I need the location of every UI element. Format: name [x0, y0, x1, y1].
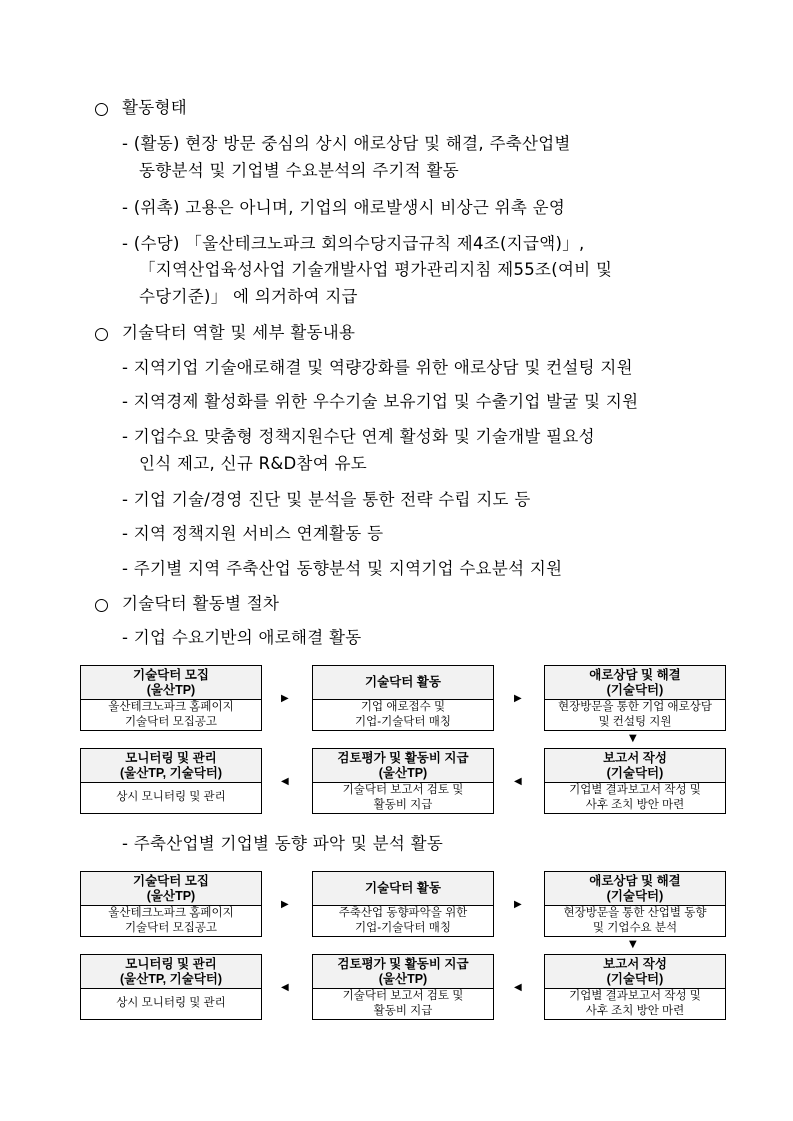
arrow-left-icon: ◀: [514, 982, 522, 993]
role-line: 인식 제고, 신규 R&D참여 유도: [139, 454, 368, 473]
flow-box-recruit: 기술닥터 모집 (울산TP) 울산테크노파크 홈페이지 기술닥터 모집공고: [80, 871, 262, 937]
flow-box-monitoring: 모니터링 및 관리 (울산TP, 기술닥터) 상시 모니터링 및 관리: [80, 954, 262, 1020]
bullet-circle-icon: [95, 599, 108, 612]
activity-line: - (활동) 현장 방문 중심의 상시 애로상담 및 해결, 주축산업별: [122, 134, 571, 153]
bullet-circle-icon: [95, 103, 108, 116]
arrow-right-icon: ▶: [514, 693, 522, 704]
flow-box-monitoring: 모니터링 및 관리 (울산TP, 기술닥터) 상시 모니터링 및 관리: [80, 748, 262, 814]
flow-box-consulting: 애로상담 및 해결 (기술닥터) 현장방문을 통한 산업별 동향 및 기업수요 분석: [544, 871, 726, 937]
role-line: - 기업수요 맞춤형 정책지원수단 연계 활성화 및 기술개발 필요성: [122, 427, 595, 446]
activity-line: 「지역산업육성사업 기술개발사업 평가관리지침 제55조(여비 및: [139, 260, 613, 279]
activity-line: 수당기준)」 에 의거하여 지급: [139, 287, 358, 306]
procedure-subheading: - 주축산업별 기업별 동향 파악 및 분석 활동: [122, 834, 444, 853]
arrow-down-icon: ▼: [629, 939, 637, 950]
flow-box-report: 보고서 작성 (기술닥터) 기업별 결과보고서 작성 및 사후 조치 방안 마련: [544, 954, 726, 1020]
flow-box-activity: 기술닥터 활동 기업 애로접수 및 기업-기술닥터 매칭: [312, 665, 494, 731]
arrow-left-icon: ◀: [281, 982, 289, 993]
procedure-subheading: - 기업 수요기반의 애로해결 활동: [122, 628, 362, 647]
flow-box-report: 보고서 작성 (기술닥터) 기업별 결과보고서 작성 및 사후 조치 방안 마련: [544, 748, 726, 814]
role-line: - 지역 정책지원 서비스 연계활동 등: [122, 524, 384, 543]
arrow-right-icon: ▶: [281, 899, 289, 910]
arrow-left-icon: ◀: [281, 776, 289, 787]
role-line: - 지역경제 활성화를 위한 우수기술 보유기업 및 수출기업 발굴 및 지원: [122, 392, 639, 411]
arrow-right-icon: ▶: [514, 899, 522, 910]
flow-box-recruit: 기술닥터 모집 (울산TP) 울산테크노파크 홈페이지 기술닥터 모집공고: [80, 665, 262, 731]
arrow-left-icon: ◀: [514, 776, 522, 787]
role-line: - 기업 기술/경영 진단 및 분석을 통한 전략 수립 지도 등: [122, 490, 531, 509]
role-line: - 지역기업 기술애로해결 및 역량강화를 위한 애로상담 및 컨설팅 지원: [122, 358, 633, 377]
flow-box-review-payment: 검토평가 및 활동비 지급 (울산TP) 기술닥터 보고서 검토 및 활동비 지급: [312, 954, 494, 1020]
section-heading-activity-form: 활동형태: [122, 98, 187, 117]
section-heading-procedure: 기술닥터 활동별 절차: [122, 594, 280, 613]
bullet-circle-icon: [95, 328, 108, 341]
activity-line: - (수당) 「울산테크노파크 회의수당지급규칙 제4조(지급액)」,: [122, 234, 585, 253]
flow-box-activity: 기술닥터 활동 주축산업 동향파악을 위한 기업-기술닥터 매칭: [312, 871, 494, 937]
section-heading-roles: 기술닥터 역할 및 세부 활동내용: [122, 323, 356, 342]
flow-box-review-payment: 검토평가 및 활동비 지급 (울산TP) 기술닥터 보고서 검토 및 활동비 지급: [312, 748, 494, 814]
arrow-right-icon: ▶: [281, 693, 289, 704]
arrow-down-icon: ▼: [629, 733, 637, 744]
flow-box-consulting: 애로상담 및 해결 (기술닥터) 현장방문을 통한 기업 애로상담 및 컨설팅 지원: [544, 665, 726, 731]
activity-line: - (위촉) 고용은 아니며, 기업의 애로발생시 비상근 위촉 운영: [122, 198, 566, 217]
activity-line: 동향분석 및 기업별 수요분석의 주기적 활동: [139, 161, 460, 180]
role-line: - 주기별 지역 주축산업 동향분석 및 지역기업 수요분석 지원: [122, 559, 563, 578]
